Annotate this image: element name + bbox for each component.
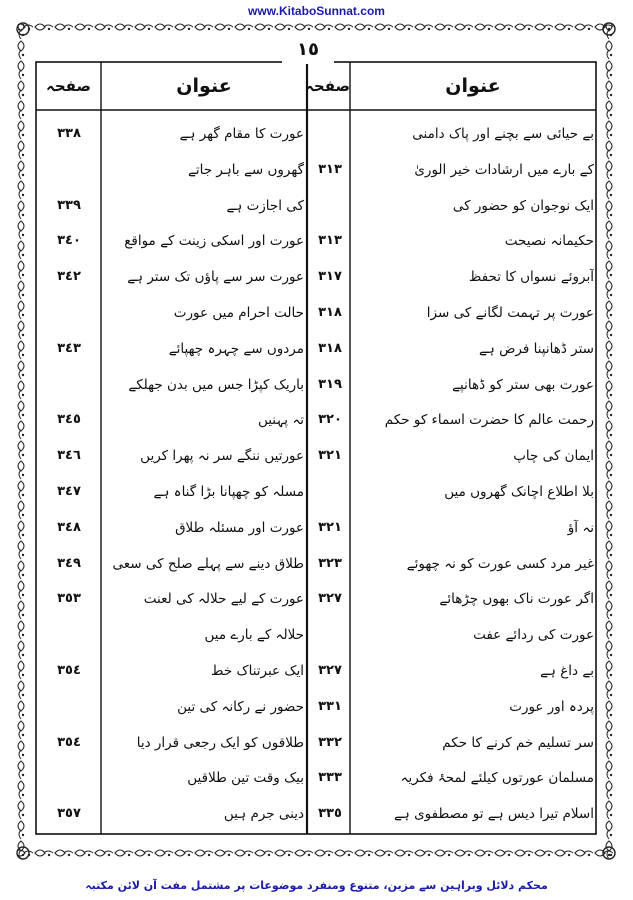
left-page-header: صفحہ xyxy=(46,77,91,95)
right-topic-7: ستر ڈھانپنا فرض ہے xyxy=(478,340,594,357)
right-page-11 xyxy=(310,480,350,504)
right-page-16: ٣٢٧ xyxy=(318,663,342,678)
left-page-18: ٣٥٤ xyxy=(57,734,81,750)
left-page-8 xyxy=(38,373,100,397)
footer-tagline: محکم دلائل وبراہین سے مزین، متنوع ومنفرد موضوعات پر مشتمل مفت آن لائن مکتبہ xyxy=(85,879,548,892)
left-topic-3: کی اجازت ہے xyxy=(226,197,304,214)
left-page-3: ٣٣٩ xyxy=(57,197,81,213)
left-page-6 xyxy=(38,301,100,325)
left-topic-15: حلالہ کے بارے میں xyxy=(204,627,304,644)
left-page-4: ٣٤٠ xyxy=(57,233,81,249)
left-page-12: ٣٤٨ xyxy=(57,519,81,535)
right-topic-17: پردہ اور عورت xyxy=(509,698,594,715)
right-topic-9: رحمت عالم کا حضرت اسماء کو حکم xyxy=(384,412,594,429)
right-topic-19: مسلمان عورتوں کیلئے لمحۂ فکریہ xyxy=(400,770,594,787)
left-page-10: ٣٤٦ xyxy=(57,448,81,464)
left-topic-18: طلاقوں کو ایک رجعی قرار دیا xyxy=(136,734,304,751)
left-page-9: ٣٤٥ xyxy=(57,412,81,428)
left-topic-1: عورت کا مقام گھر ہے xyxy=(179,126,304,142)
left-topic-14: عورت کے لیے حلالہ کی لعنت xyxy=(143,591,304,608)
right-topic-4: حکیمانہ نصیحت xyxy=(504,233,594,250)
right-page-10: ٣٢١ xyxy=(318,448,342,464)
left-topic-9: تہ پہنیں xyxy=(257,412,304,429)
left-page-19 xyxy=(38,766,100,790)
right-page-6: ٣١٨ xyxy=(318,305,342,320)
right-topic-15: عورت کی ردائے عفت xyxy=(473,627,594,644)
left-topic-8: باریک کپڑا جس میں بدن جھلکے xyxy=(128,376,304,393)
left-page-11: ٣٤٧ xyxy=(57,484,81,499)
left-page-1: ٣٣٨ xyxy=(57,126,81,141)
left-topic-17: حضور نے رکانہ کی تین xyxy=(177,698,304,715)
left-topic-16: ایک عبرتناک خط xyxy=(211,663,304,679)
right-topic-8: عورت بھی ستر کو ڈھانپے xyxy=(452,376,594,393)
right-page-13: ٣٢٣ xyxy=(318,555,342,571)
left-page-13: ٣٤٩ xyxy=(57,555,81,571)
right-topic-3: ایک نوجوان کو حضور کی xyxy=(452,197,594,214)
right-topic-16: بے داغ ہے xyxy=(540,663,594,679)
right-page-14: ٣٢٧ xyxy=(318,591,342,607)
left-page-14: ٣٥٣ xyxy=(57,591,81,607)
left-page-17 xyxy=(38,695,100,719)
page-number: ١٥ xyxy=(282,36,334,64)
left-page-7: ٣٤٣ xyxy=(57,340,81,356)
left-topic-6: حالت احرام میں عورت xyxy=(173,305,304,321)
right-page-8: ٣١٩ xyxy=(318,376,342,392)
right-topic-10: ایمان کی چاپ xyxy=(513,448,594,465)
right-topic-13: غیر مرد کسی عورت کو نہ چھوئے xyxy=(406,555,594,572)
right-page-20: ٣٣٥ xyxy=(318,806,342,822)
right-topic-6: عورت پر تہمت لگانے کی سزا xyxy=(426,305,594,321)
right-page-header: صفحہ xyxy=(305,77,350,95)
right-topic-11: بلا اطلاع اچانک گھروں میں xyxy=(444,484,594,500)
right-page-7: ٣١٨ xyxy=(318,340,342,356)
left-topic-header: عنوان xyxy=(176,75,232,97)
right-page-19: ٣٣٣ xyxy=(318,770,342,786)
left-topic-13: طلاق دینے سے پہلے صلح کی سعی xyxy=(112,555,304,572)
right-page-18: ٣٣٢ xyxy=(318,734,342,750)
right-page-5: ٣١٧ xyxy=(318,269,342,285)
left-topic-10: عورتیں ننگے سر نہ پھرا کریں xyxy=(140,448,304,465)
left-topic-2: گھروں سے باہر جاتے xyxy=(188,161,304,178)
right-page-15 xyxy=(310,623,350,647)
right-topic-header: عنوان xyxy=(445,75,501,97)
left-page-2 xyxy=(38,158,100,182)
right-page-3 xyxy=(310,194,350,218)
right-topic-18: سر تسلیم خم کرنے کا حکم xyxy=(442,734,594,751)
site-url[interactable]: www.KitaboSunnat.com xyxy=(248,4,385,18)
right-topic-2: کے بارے میں ارشادات خیر الوریٰ xyxy=(414,161,594,178)
right-topic-14: اگر عورت ناک بھوں چڑھائے xyxy=(439,591,594,608)
left-topic-12: عورت اور مسئلہ طلاق xyxy=(175,519,304,536)
left-topic-7: مردوں سے چہرہ چھپائے xyxy=(168,340,304,357)
left-page-15 xyxy=(38,623,100,647)
right-topic-5: آبروئے نسواں کا تحفظ xyxy=(468,269,594,286)
right-page-1 xyxy=(310,122,350,146)
right-topic-20: اسلام تیرا دیس ہے تو مصطفوی ہے xyxy=(394,806,594,823)
right-page-17: ٣٣١ xyxy=(318,698,342,714)
right-page-9: ٣٢٠ xyxy=(318,412,342,428)
left-page-5: ٣٤٢ xyxy=(57,269,81,285)
right-page-4: ٣١٣ xyxy=(318,233,342,249)
left-topic-11: مسلہ کو چھپانا بڑا گناہ ہے xyxy=(153,484,304,500)
left-page-16: ٣٥٤ xyxy=(57,663,81,678)
left-page-20: ٣٥٧ xyxy=(57,806,81,822)
right-topic-12: نہ آؤ xyxy=(567,519,594,536)
left-topic-4: عورت اور اسکی زینت کے مواقع xyxy=(124,233,304,250)
left-topic-20: دینی جرم ہیں xyxy=(223,806,304,823)
right-topic-1: بے حیائی سے بچنے اور پاک دامنی xyxy=(412,126,594,142)
left-topic-5: عورت سر سے پاؤں تک ستر ہے xyxy=(127,269,304,286)
right-page-2: ٣١٣ xyxy=(318,161,342,177)
right-page-12: ٣٢١ xyxy=(318,519,342,535)
left-topic-19: بیک وقت تین طلاقیں xyxy=(187,770,304,787)
